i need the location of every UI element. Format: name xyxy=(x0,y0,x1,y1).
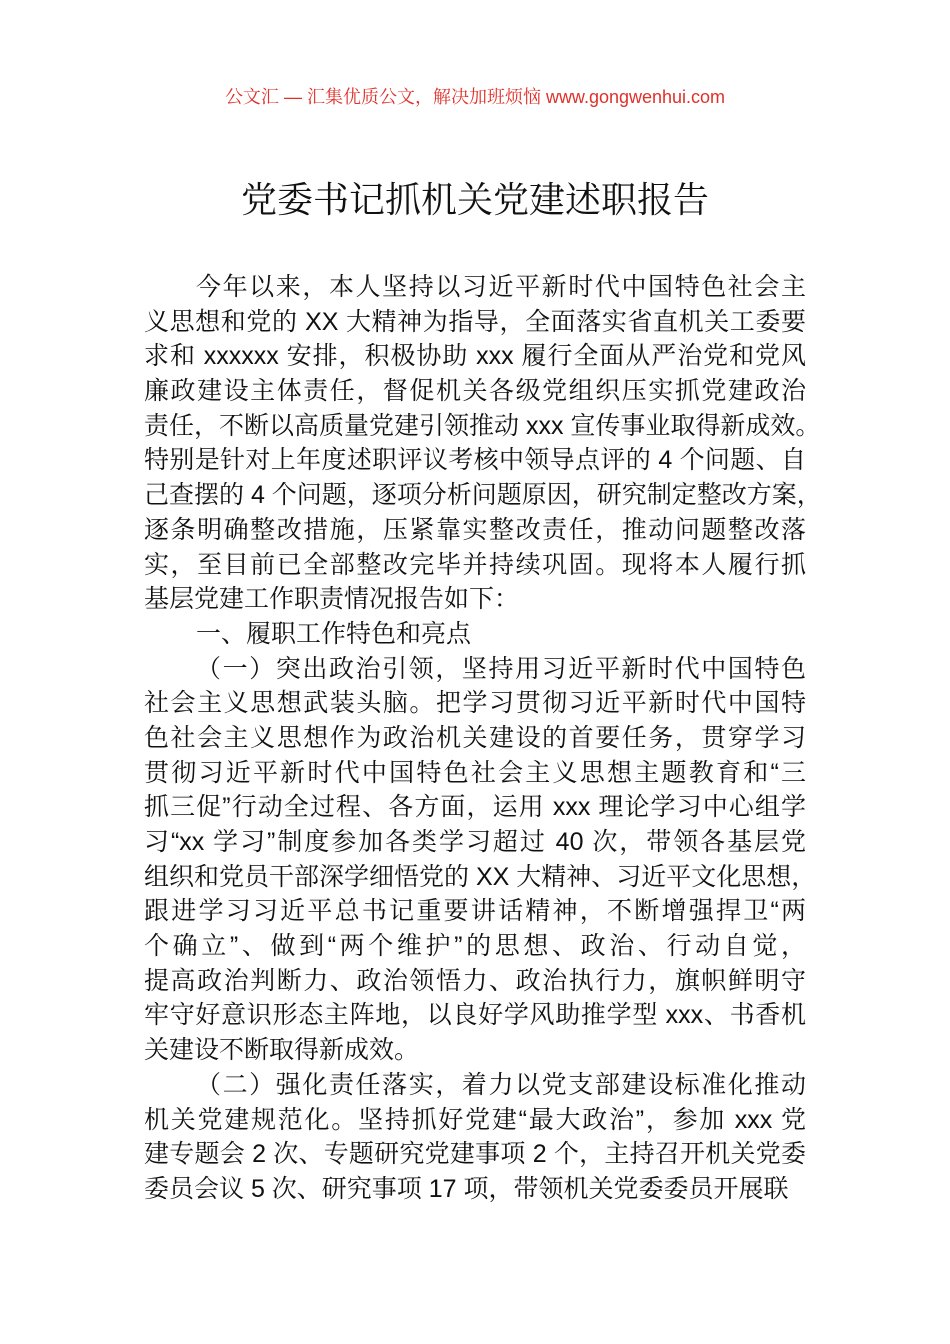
text-line: 建专题会 2 次、专题研究党建事项 2 个，主持召开机关党委 xyxy=(144,1140,806,1169)
text-line: 提高政治判断力、政治领悟力、政治执行力，旗帜鲜明守 xyxy=(144,966,806,995)
text-line: 逐条明确整改措施，压紧靠实整改责任，推动问题整改落 xyxy=(144,515,806,544)
text-line: 实，至目前已全部整改完毕并持续巩固。现将本人履行抓 xyxy=(144,550,806,579)
text-line: 特别是针对上年度述职评议考核中领导点评的 4 个问题、自 xyxy=(144,446,806,475)
document-title: 党委书记抓机关党建述职报告 xyxy=(240,179,709,220)
text-line: 牢守好意识形态主阵地，以良好学风助推学型 xxx、书香机 xyxy=(144,1001,806,1030)
text-line: 关建设不断取得新成效。 xyxy=(144,1036,420,1065)
text-line: 责任，不断以高质量党建引领推动 xxx 宣传事业取得新成效。 xyxy=(144,411,821,440)
text-line: 个确立”、做到“两个维护”的思想、政治、行动自觉， xyxy=(144,932,806,961)
paragraph xyxy=(144,652,817,1068)
text-line: 今年以来，本人坚持以习近平新时代中国特色社会主 xyxy=(196,273,806,301)
watermark-header: 公文汇 — 汇集优质公文，解决加班烦恼 www.gongwenhui.com xyxy=(224,87,726,107)
text-line: 习“xx 学习”制度参加各类学习超过 40 次，带领各基层党 xyxy=(144,828,806,856)
text-line: 色社会主义思想作为政治机关建设的首要任务，贯穿学习 xyxy=(144,723,806,752)
text-line: 跟进学习习近平总书记重要讲话精神，不断增强捍卫“两 xyxy=(144,897,806,926)
text-line: 义思想和党的 XX 大精神为指导，全面落实省直机关工委要 xyxy=(144,307,806,336)
text-line: 廉政建设主体责任，督促机关各级党组织压实抓党建政治 xyxy=(144,377,806,406)
document-body xyxy=(144,270,822,1207)
text-line: 社会主义思想武装头脑。把学习贯彻习近平新时代中国特 xyxy=(144,689,806,718)
text-line: 一、履职工作特色和亮点 xyxy=(196,619,472,648)
text-line: 抓三促”行动全过程、各方面，运用 xxx 理论学习中心组学 xyxy=(144,793,806,822)
text-line: （一）突出政治引领，坚持用习近平新时代中国特色 xyxy=(196,654,806,683)
paragraph xyxy=(144,1068,806,1207)
text-line: 贯彻习近平新时代中国特色社会主义思想主题教育和“三 xyxy=(144,758,806,787)
text-line: 委员会议 5 次、研究事项 17 项，带领机关党委委员开展联 xyxy=(144,1174,789,1203)
text-line: 机关党建规范化。坚持抓好党建“最大政治”，参加 xxx 党 xyxy=(144,1105,806,1134)
paragraph xyxy=(144,617,806,652)
text-line: （二）强化责任落实，着力以党支部建设标准化推动 xyxy=(196,1070,806,1099)
text-line: 己查摆的 4 个问题，逐项分析问题原因，研究制定整改方案， xyxy=(144,481,822,510)
text-line: 基层党建工作职责情况报告如下： xyxy=(144,585,520,614)
text-line: 组织和党员干部深学细悟党的 XX 大精神、习近平文化思想， xyxy=(144,862,817,891)
paragraph xyxy=(144,270,822,617)
text-line: 求和 xxxxxx 安排，积极协助 xxx 履行全面从严治党和党风 xyxy=(144,342,806,371)
